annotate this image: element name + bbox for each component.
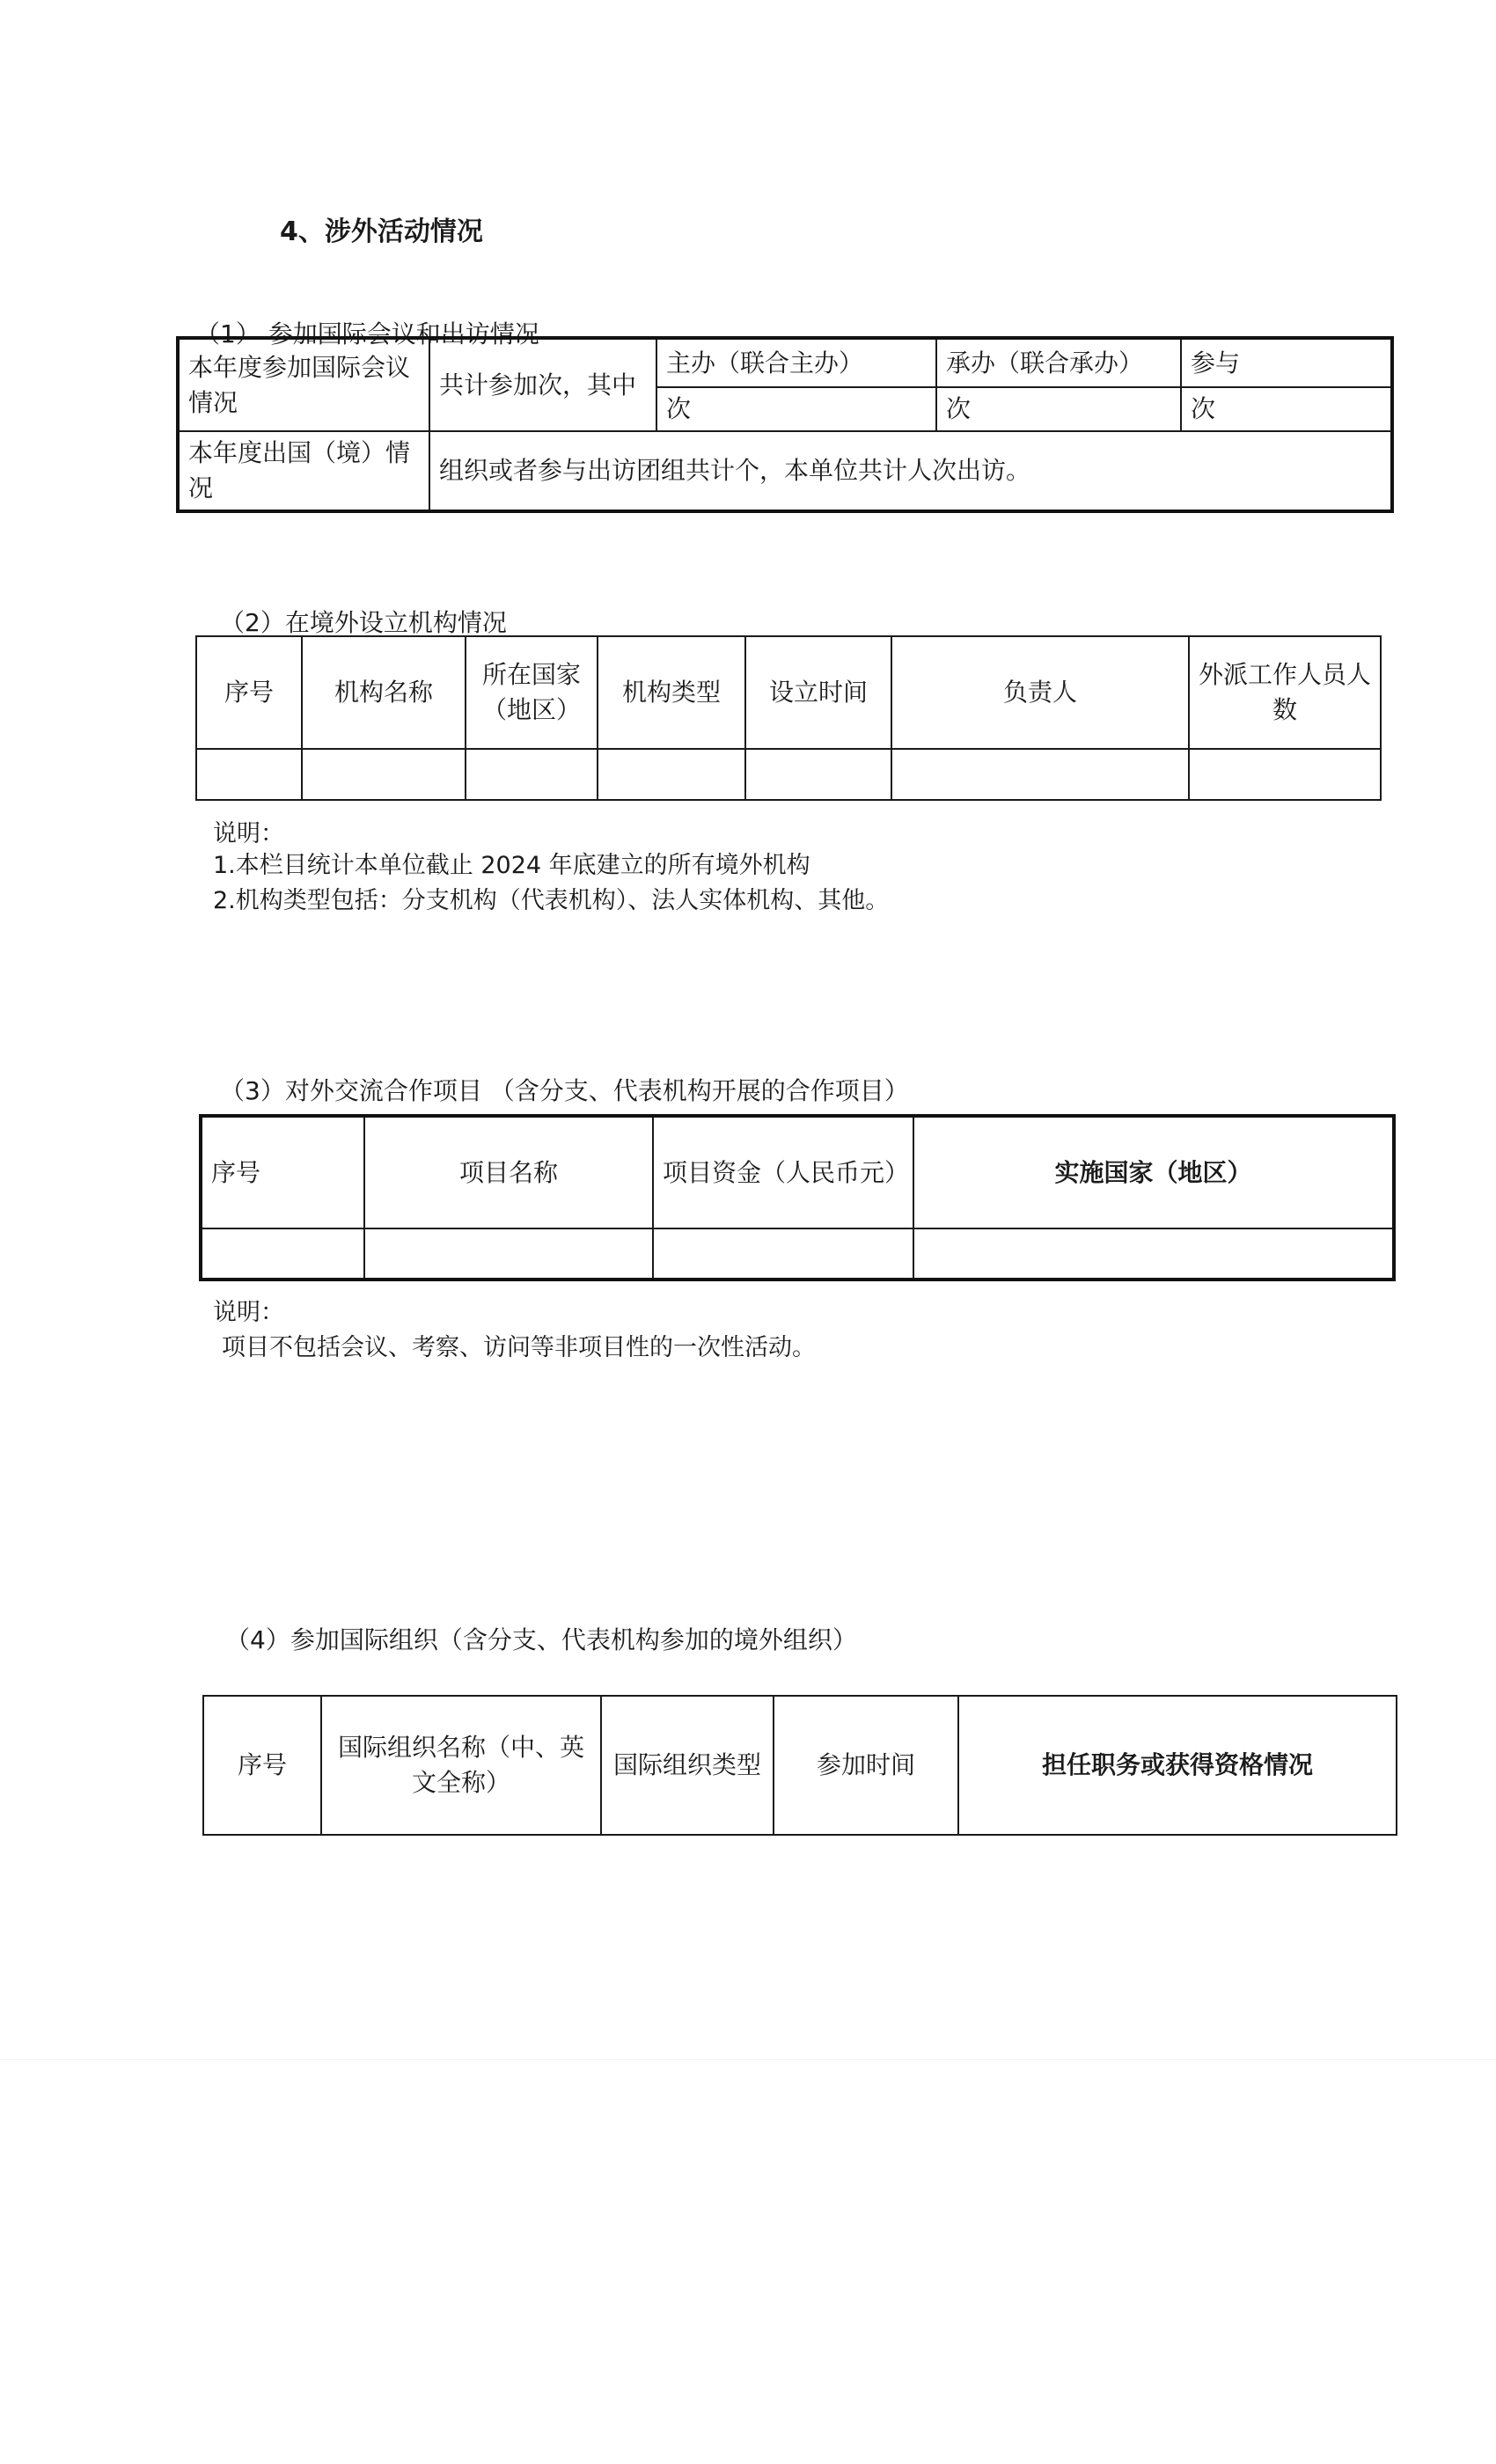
s1-undertake-times: 次 xyxy=(936,387,1181,431)
s4-header-index: 序号 xyxy=(203,1696,321,1835)
s2-header-type: 机构类型 xyxy=(598,636,745,749)
s3-header-name: 项目名称 xyxy=(364,1116,653,1228)
s4-header-date: 参加时间 xyxy=(774,1696,958,1835)
s1-participate-times: 次 xyxy=(1181,387,1392,431)
s1-table xyxy=(176,336,1394,513)
s2-header-date: 设立时间 xyxy=(745,636,891,749)
s4-header-type: 国际组织类型 xyxy=(601,1696,774,1835)
s2-header-country: 所在国家（地区） xyxy=(466,636,598,749)
s2-table xyxy=(195,635,1382,801)
s2-note-2: 2.机构类型包括：分支机构（代表机构）、法人实体机构、其他。 xyxy=(213,887,890,914)
s1-title: （1） 参加国际会议和出访情况 xyxy=(195,319,539,348)
s1-row2-text: 组织或者参与出访团组共计个，本单位共计人次出访。 xyxy=(429,431,1392,511)
s1-col-participate: 参与 xyxy=(1181,338,1392,387)
s2-header-name: 机构名称 xyxy=(302,636,466,749)
s2-title: （2）在境外设立机构情况 xyxy=(220,608,507,637)
s3-header-index: 序号 xyxy=(201,1116,364,1228)
s2-note-1: 1.本栏目统计本单位截止 2024 年底建立的所有境外机构 xyxy=(213,852,810,879)
s1-col-undertake: 承办（联合承办） xyxy=(936,338,1181,387)
s4-table xyxy=(202,1695,1397,1836)
s2-header-leader: 负责人 xyxy=(891,636,1189,749)
s3-note-1: 项目不包括会议、考察、访问等非项目性的一次性活动。 xyxy=(222,1334,816,1361)
s1-host-times: 次 xyxy=(656,387,936,431)
s3-title: （3）对外交流合作项目 （含分支、代表机构开展的合作项目） xyxy=(220,1076,909,1105)
s4-header-name: 国际组织名称（中、英文全称） xyxy=(321,1696,601,1835)
table-row xyxy=(196,749,1381,800)
s2-note-label: 说明： xyxy=(213,820,284,847)
s4-header-position: 担任职务或获得资格情况 xyxy=(958,1696,1397,1835)
s3-table xyxy=(199,1114,1396,1281)
s4-title: （4）参加国际组织（含分支、代表机构参加的境外组织） xyxy=(225,1625,857,1654)
s1-row1-label: 本年度参加国际会议情况 xyxy=(178,338,429,431)
section-title: 4、涉外活动情况 xyxy=(280,216,483,247)
s3-note-label: 说明： xyxy=(213,1299,284,1326)
s3-header-country: 实施国家（地区） xyxy=(913,1116,1394,1228)
s3-header-fund: 项目资金（人民币元） xyxy=(653,1116,913,1228)
s2-header-index: 序号 xyxy=(196,636,302,749)
table-row xyxy=(201,1228,1394,1280)
s1-col-host: 主办（联合主办） xyxy=(656,338,936,387)
s1-row2-label: 本年度出国（境）情况 xyxy=(178,431,429,511)
scan-edge xyxy=(0,2059,1496,2060)
s2-header-staff: 外派工作人员人数 xyxy=(1189,636,1381,749)
s1-row1-total: 共计参加次，其中 xyxy=(429,338,656,431)
